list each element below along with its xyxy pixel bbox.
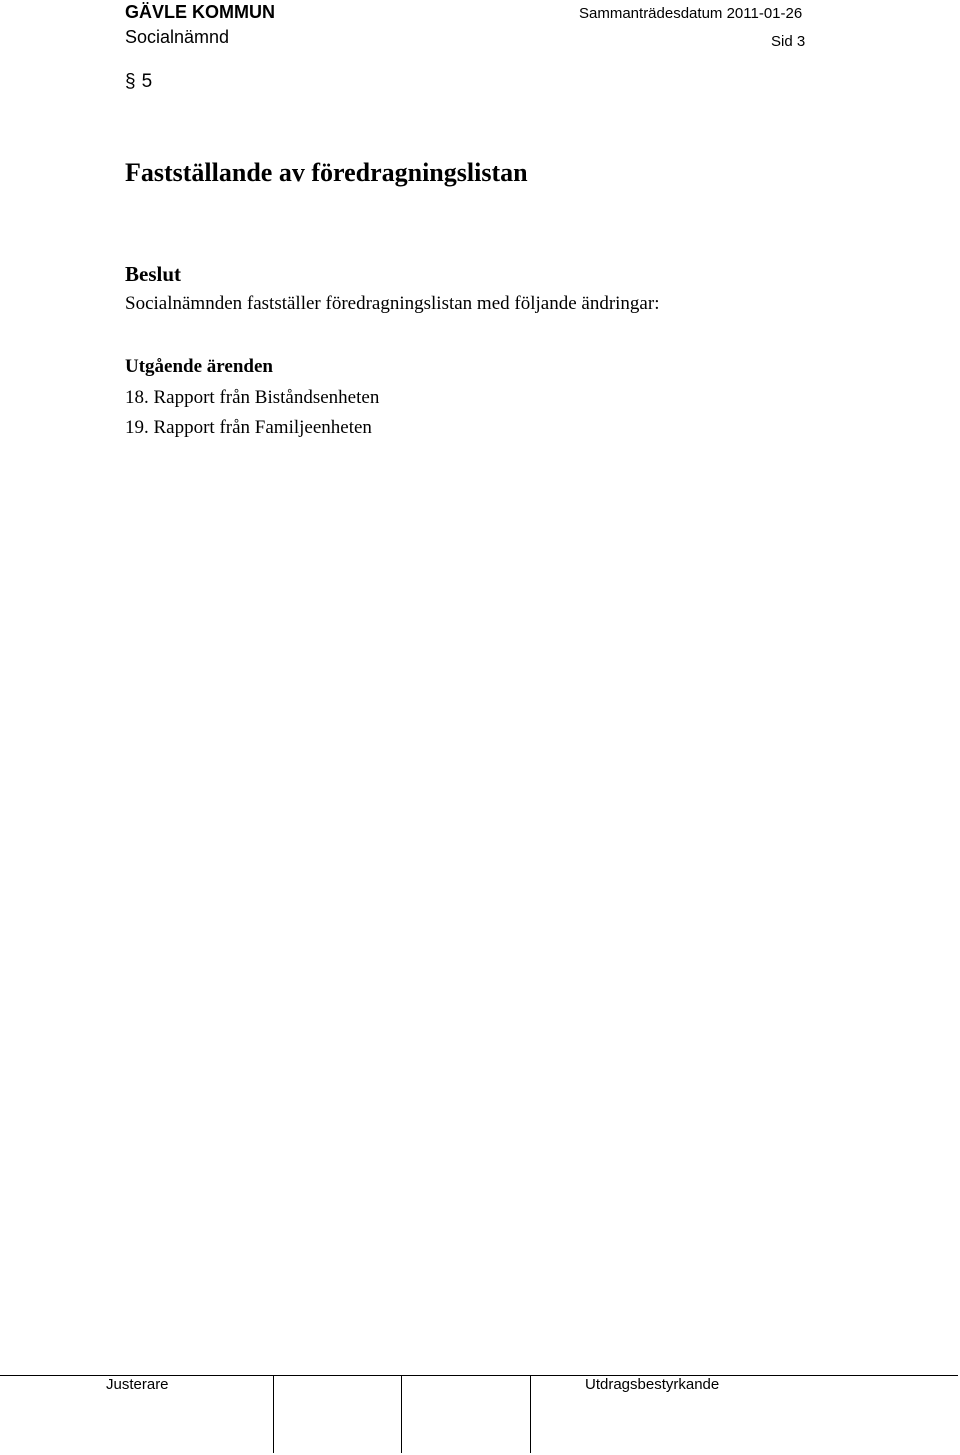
removed-items-heading: Utgående ärenden <box>125 356 273 377</box>
list-item: 18. Rapport från Biståndsenheten <box>125 387 380 408</box>
board-name: Socialnämnd <box>125 27 230 47</box>
meeting-date: Sammanträdesdatum 2011-01-26 <box>579 5 803 22</box>
decision-text: Socialnämnden fastställer föredragningslistan med följande ändringar: <box>125 293 660 314</box>
footer-column-divider <box>530 1375 531 1453</box>
page-number: Sid 3 <box>771 33 806 50</box>
organization-name: GÄVLE KOMMUN <box>125 2 275 22</box>
adjuster-label: Justerare <box>106 1376 169 1393</box>
document-title: Fastställande av föredragningslistan <box>125 158 528 187</box>
certification-label: Utdragsbestyrkande <box>585 1376 720 1393</box>
decision-heading: Beslut <box>125 262 182 286</box>
footer-column-divider <box>273 1375 274 1453</box>
list-item: 19. Rapport från Familjeenheten <box>125 417 372 438</box>
footer-column-divider <box>401 1375 402 1453</box>
paragraph-number-value: 5 <box>141 71 153 92</box>
section-sign: § <box>125 71 136 92</box>
paragraph-number <box>125 71 152 93</box>
